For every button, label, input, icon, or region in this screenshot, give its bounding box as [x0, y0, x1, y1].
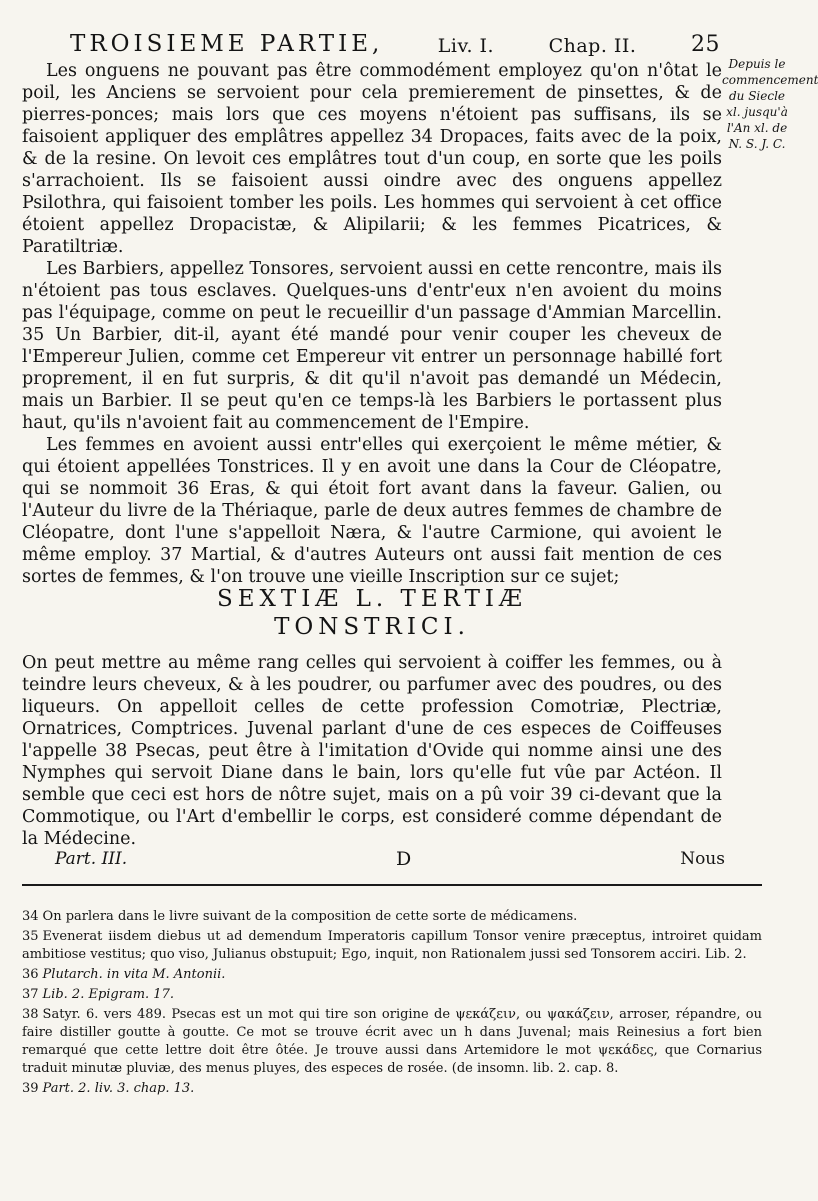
- signature-mark: D: [396, 848, 412, 870]
- footnote-text: Lib. 2. Epigram. 17.: [42, 987, 174, 1002]
- paragraph: Les femmes en avoient aussi entr'elles qui exerçoient le même métier, & qui étoient appellées Tonstrices. Il y en avoit une dans la Cour de Cléopatre, qui se nommoit 36 Eras, & qui étoit fort avant dans la faveur. Galien, ou l'Auteur du livre de la Thériaque, parle de deux autres femmes de chambre de Cléopatre, dont l'une s'appelloit Næra, & l'autre Carmione, qui avoient le même employ. 37 Martial, & d'autres Auteurs ont aussi fait mention de ces sortes de femmes, & l'on trouve une vieille Inscription sur ce sujet;: [22, 435, 722, 587]
- footnote-divider: [22, 884, 762, 886]
- footnotes: [22, 908, 762, 1100]
- footnote-text: Part. 2. liv. 3. chap. 13.: [42, 1081, 195, 1096]
- inscription-line: SEXTIÆ L. TERTIÆ: [216, 586, 528, 612]
- footnote-number: 36: [22, 967, 39, 982]
- footnote-number: 37: [22, 987, 39, 1002]
- main-text: [22, 60, 722, 588]
- paragraph: On peut mettre au même rang celles qui servoient à coiffer les femmes, ou à teindre leurs cheveux, & à les poudrer, ou parfumer avec des poudres, ou des liqueurs. On appelloit celles de cette profession Comotriæ, Plectriæ, Ornatrices, Comptrices. Juvenal parlant d'une de ces especes de Coiffeuses l'appelle 38 Psecas, peut être à l'imitation d'Ovide qui nomme ainsi une des Nymphes qui servoit Diane dans le bain, lors qu'elle fut vûe par Actéon. Il semble que ceci est hors de nôtre sujet, mais on a pû voir 39 ci-devant que la Commotique, ou l'Art d'embellir le corps, est consideré comme dépendant de la Médecine.: [22, 653, 722, 849]
- footnote-number: 34: [22, 909, 39, 924]
- inscription-line: TONSTRICI.: [274, 614, 470, 640]
- page-number: 25: [690, 32, 720, 57]
- catchword: Nous: [680, 849, 725, 869]
- paragraph: Les Barbiers, appellez Tonsores, servoient aussi en cette rencontre, mais ils n'étoient pas tous esclaves. Quelques-uns d'entr'eux n'en avoient du moins pas l'équipage, comme on peut le recueillir d'un passage d'Ammian Marcellin. 35 Un Barbier, dit-il, ayant été mandé pour venir couper les cheveux de l'Empereur Julien, comme cet Empereur vit entrer un personnage habillé fort proprement, il en fut surpris, & dit qu'il n'avoit pas demandé un Médecin, mais un Barbier. Il se peut qu'en ce temps-là les Barbiers le portassent plus haut, qu'ils n'avoient fait au commencement de l'Empire.: [22, 259, 722, 433]
- footnote: [22, 986, 762, 1004]
- footnote-text: Satyr. 6. vers 489. Psecas est un mot qui tire son origine de ψεκάζειν, ou ψακάζειν, arroser, répandre, ou faire distiller goutte à goutte. Ce mot se trouve écrit avec un h dans Juvenal; mais Reinesius a fort bien remarqué que cette lettre doit être ôtée. Je trouve aussi dans Artemidore le mot ψεκάδες, que Cornarius traduit minutæ pluviæ, des menus pluyes, des especes de rosée. (de insomn. lib. 2. cap. 8.: [22, 1007, 762, 1076]
- margin-note: Depuis le commencement du Siecle xl. jusqu'à l'An xl. de N. S. J. C.: [722, 57, 818, 151]
- chapter-label: Chap. II.: [548, 35, 637, 57]
- book-label: Liv. I.: [437, 35, 495, 57]
- inscription: [22, 585, 722, 641]
- footnote-number: 39: [22, 1081, 39, 1096]
- footnote: [22, 928, 762, 964]
- footnote-number: 38: [22, 1007, 39, 1022]
- footnote-number: 35: [22, 929, 39, 944]
- footnote: [22, 1006, 762, 1078]
- footnote: [22, 1080, 762, 1098]
- main-text-continued: [22, 652, 722, 850]
- part-title: TROISIEME PARTIE,: [70, 31, 384, 57]
- paragraph: Les onguens ne pouvant pas être commodément employez qu'on n'ôtat le poil, les Anciens se servoient pour cela premierement de pinsettes, & de pierres-ponces; mais lors que ces moyens n'étoient pas suffisans, ils se faisoient appliquer des emplâtres appellez 34 Dropaces, faits avec de la poix, & de la resine. On levoit ces emplâtres tout d'un coup, en sorte que les poils s'arrachoient. Ils se faisoient aussi oindre avec des onguens appellez Psilothra, qui faisoient tomber les poils. Les hommes qui servoient à cet office étoient appellez Dropacistæ, & Alipilarii; & les femmes Picatrices, & Paratiltriæ.: [22, 61, 722, 257]
- footnote: [22, 966, 762, 984]
- footnote-text: Plutarch. in vita M. Antonii.: [42, 967, 226, 982]
- signature-line: [55, 848, 725, 870]
- part-reference: Part. III.: [55, 849, 128, 869]
- running-header: [70, 20, 720, 56]
- footnote: [22, 908, 762, 926]
- footnote-text: Evenerat iisdem diebus ut ad demendum Imperatoris capillum Tonsor venire præceptus, introiret quidam ambitiose vestitus; quo viso, Julianus obstupuit; Ego, inquit, non Rationalem jussi sed Tonsorem acciri. Lib. 2.: [22, 929, 762, 962]
- footnote-text: On parlera dans le livre suivant de la composition de cette sorte de médicamens.: [42, 909, 578, 924]
